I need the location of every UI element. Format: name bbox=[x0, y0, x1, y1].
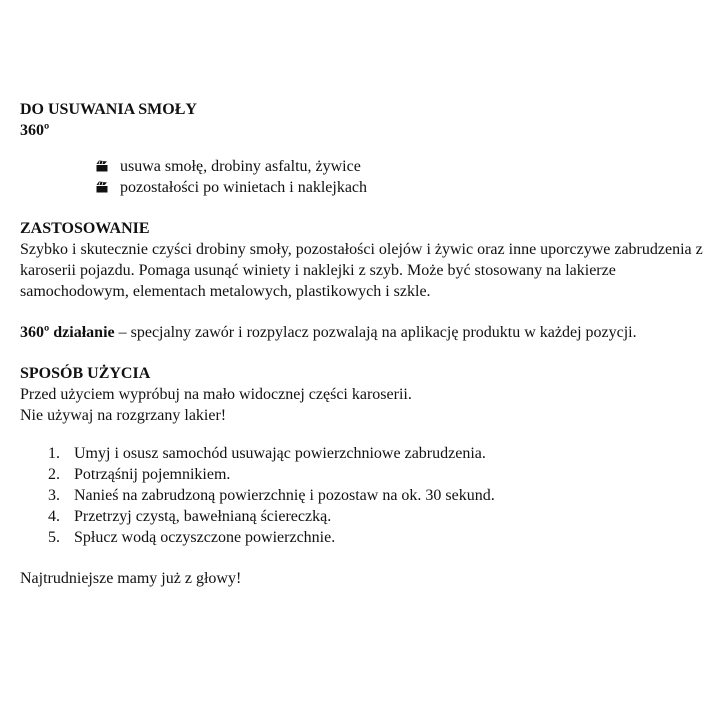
step-number: 5. bbox=[48, 529, 60, 546]
step-item bbox=[48, 464, 710, 485]
feature-item bbox=[96, 156, 710, 177]
application-section bbox=[20, 218, 710, 302]
application-body: Szybko i skutecznie czyści drobiny smoły, pozostałości olejów i żywic oraz inne uporczywe zabrudzenia z karoserii pojazdu. Pomaga usunąć winiety i naklejki z szyb. Może być stosowany na lakierze samochodowym, elementach metalowych, plastikowych i szkle. bbox=[20, 241, 703, 300]
step-text: Potrząśnij pojemnikiem. bbox=[74, 466, 231, 483]
step-text: Umyj i osusz samochód usuwając powierzchniowe zabrudzenia. bbox=[74, 445, 486, 462]
document-title: DO USUWANIA SMOŁY bbox=[20, 101, 197, 118]
usage-warning-2: Nie używaj na rozgrzany lakier! bbox=[20, 407, 227, 424]
step-number: 3. bbox=[48, 487, 60, 504]
step-item bbox=[48, 443, 710, 464]
feature-item bbox=[96, 177, 710, 198]
step-item bbox=[48, 527, 710, 548]
flag-bullet-icon bbox=[96, 181, 108, 193]
steps-list bbox=[20, 443, 710, 548]
feature-text: pozostałości po winietach i naklejkach bbox=[120, 179, 368, 196]
step-number: 4. bbox=[48, 508, 60, 525]
step-text: Nanieś na zabrudzoną powierzchnię i pozostaw na ok. 30 sekund. bbox=[74, 487, 495, 504]
flag-bullet-icon bbox=[96, 160, 108, 172]
step-text: Spłucz wodą oczyszczone powierzchnie. bbox=[74, 529, 336, 546]
action360-text: – specjalny zawór i rozpylacz pozwalają na aplikację produktu w każdej pozycji. bbox=[114, 324, 637, 341]
feature-list bbox=[20, 156, 710, 198]
application-heading: ZASTOSOWANIE bbox=[20, 220, 150, 237]
document-page bbox=[20, 99, 710, 589]
usage-section bbox=[20, 363, 710, 548]
step-number: 2. bbox=[48, 466, 60, 483]
closing-line: Najtrudniejsze mamy już z głowy! bbox=[20, 570, 242, 587]
usage-warning-1: Przed użyciem wypróbuj na mało widocznej części karoserii. bbox=[20, 386, 412, 403]
action360-section bbox=[20, 322, 710, 343]
feature-text: usuwa smołę, drobiny asfaltu, żywice bbox=[120, 158, 361, 175]
document-subtitle: 360º bbox=[20, 122, 50, 139]
step-text: Przetrzyj czystą, bawełnianą ściereczką. bbox=[74, 508, 332, 525]
step-item bbox=[48, 506, 710, 527]
step-item bbox=[48, 485, 710, 506]
action360-label: 360º działanie bbox=[20, 324, 115, 341]
usage-heading: SPOSÓB UŻYCIA bbox=[20, 365, 151, 382]
step-number: 1. bbox=[48, 445, 60, 462]
